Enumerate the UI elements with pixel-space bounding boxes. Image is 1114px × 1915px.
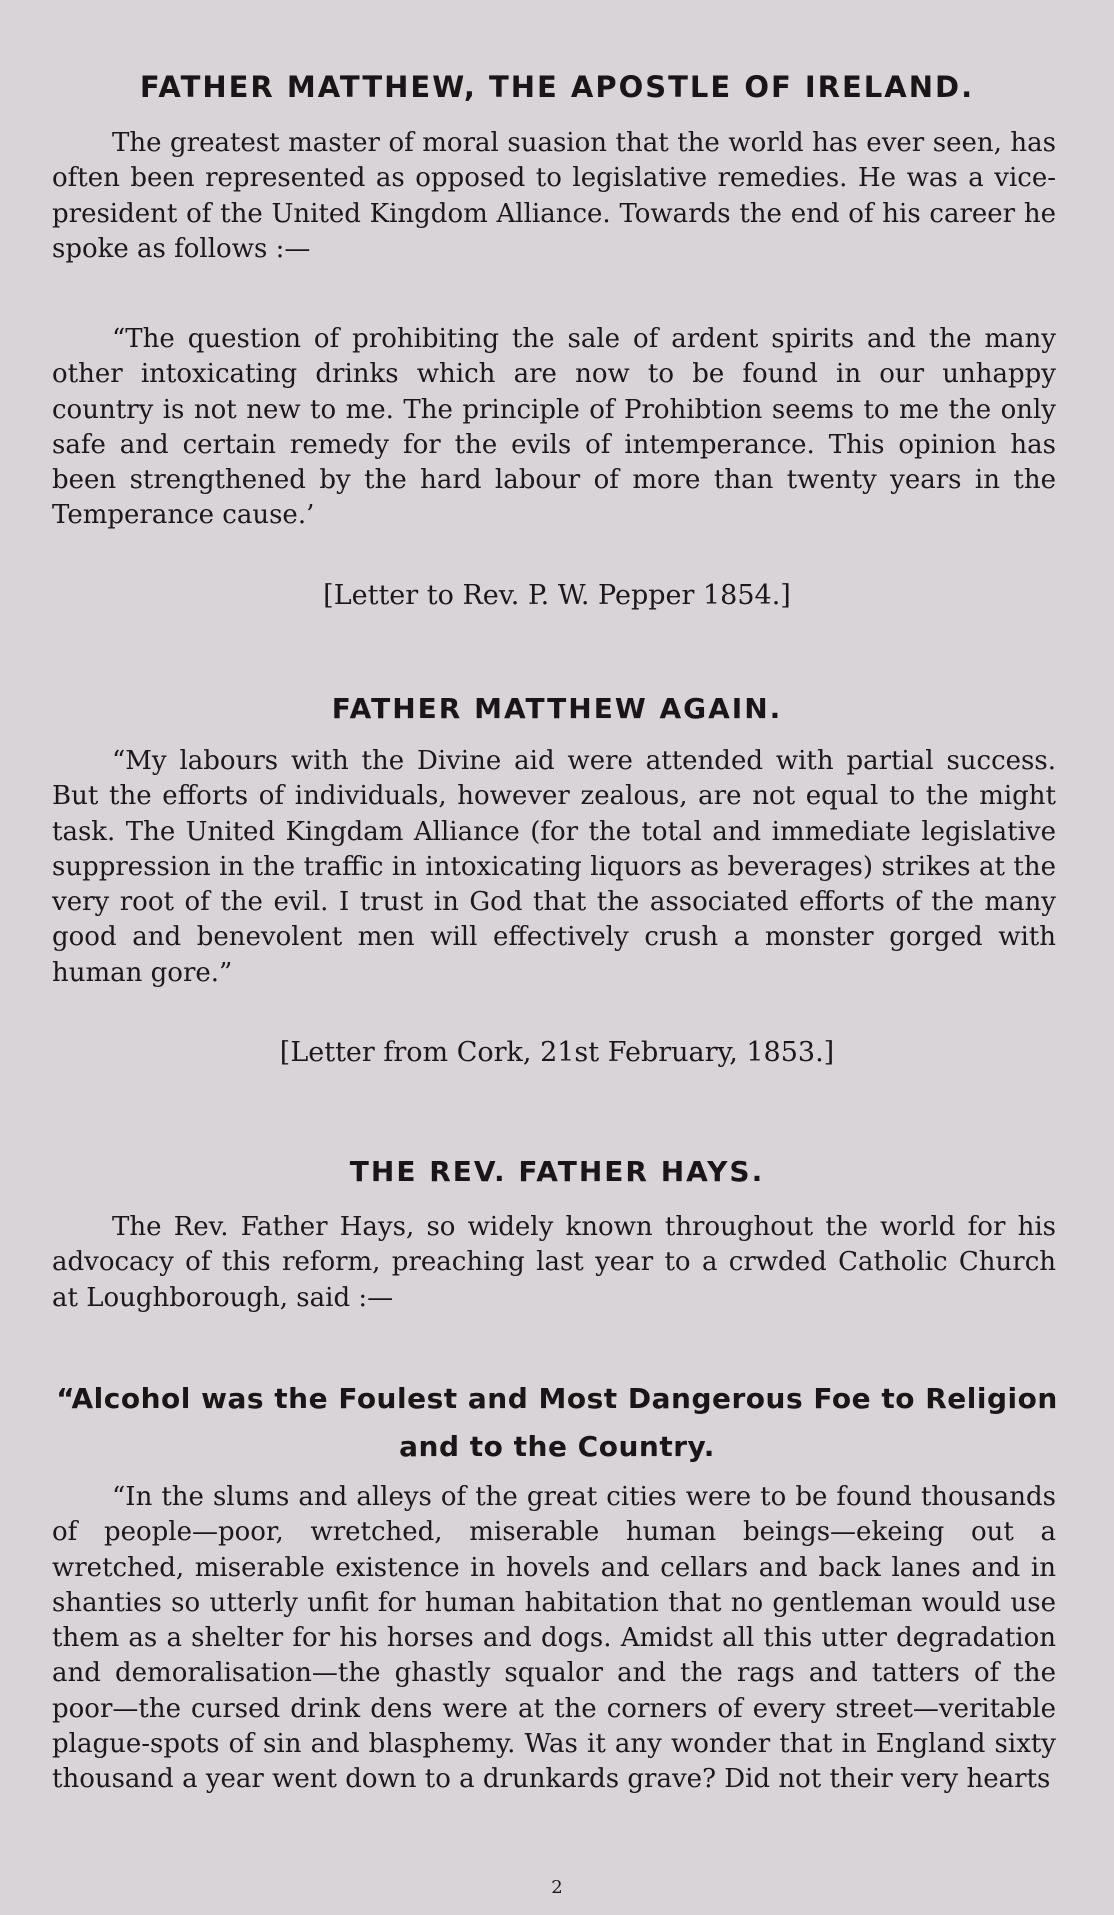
- paragraph-hays-intro: The Rev. Father Hays, so widely known throughout the world for his advocacy of this reform, preaching last year to a crwded Catholic Church at Loughborough, said :—: [52, 1212, 1056, 1313]
- subheading-alcohol-foe: [0, 1375, 1114, 1471]
- section-heading-father-matthew-again: FATHER MATTHEW AGAIN.: [331, 692, 783, 725]
- section-heading-father-hays: THE REV. FATHER HAYS.: [349, 1155, 765, 1188]
- subheading-alcohol-line-2: and to the Country.: [399, 1430, 715, 1463]
- quote-matthew-prohibition: “The question of prohibiting the sale of ardent spirits and the many other intoxicating drinks which are now to be found in our unhappy country is not new to me. The principle of Prohibtion seems to me the only safe and certain remedy for the evils of intemperance. This opinion has been strengthened by the hard labour of more than twenty years in the Temperance cause.’: [52, 324, 1056, 531]
- paragraph-matthew-intro: The greatest master of moral suasion that the world has ever seen, has often been represented as opposed to legislative remedies. He was a vice-president of the United Kingdom Alliance. Towards the end of his career he spoke as follows :—: [52, 128, 1056, 264]
- quote-matthew-labours: “My labours with the Divine aid were attended with partial success. But the efforts of individuals, however zealous, are not equal to the might task. The United Kingdam Alliance (for the total and immediate legislative suppression in the traffic in intoxicating liquors as beverages) strikes at the very root of the evil. I trust in God that the associated efforts of the many good and benevolent men will effectively crush a monster gorged with human gore.”: [52, 746, 1056, 988]
- citation-cork-letter: [Letter from Cork, 21st February, 1853.]: [279, 1037, 835, 1068]
- subheading-alcohol-line-1: “Alcohol was the Foulest and Most Dangerous Foe to Religion: [56, 1382, 1058, 1415]
- citation-pepper-letter: [Letter to Rev. P. W. Pepper 1854.]: [323, 580, 791, 611]
- page-number: 2: [551, 1877, 563, 1898]
- section-heading-father-matthew: FATHER MATTHEW, THE APOSTLE OF IRELAND.: [139, 70, 975, 104]
- quote-hays-slums: “In the slums and alleys of the great cities were to be found thousands of people—poor, wretched, miserable human beings—ekeing out a wretched, miserable existence in hovels and cellars and back lanes and in shanties so utterly unfit for human habitation that no gentleman would use them as a shelter for his horses and dogs. Amidst all this utter degradation and demoralisation—the ghastly squalor and the rags and tatters of the poor—the cursed drink dens were at the corners of every street—veritable plague-spots of sin and blasphemy. Was it any wonder that in England sixty thousand a year went down to a drunkards grave? Did not their very hearts: [52, 1482, 1056, 1795]
